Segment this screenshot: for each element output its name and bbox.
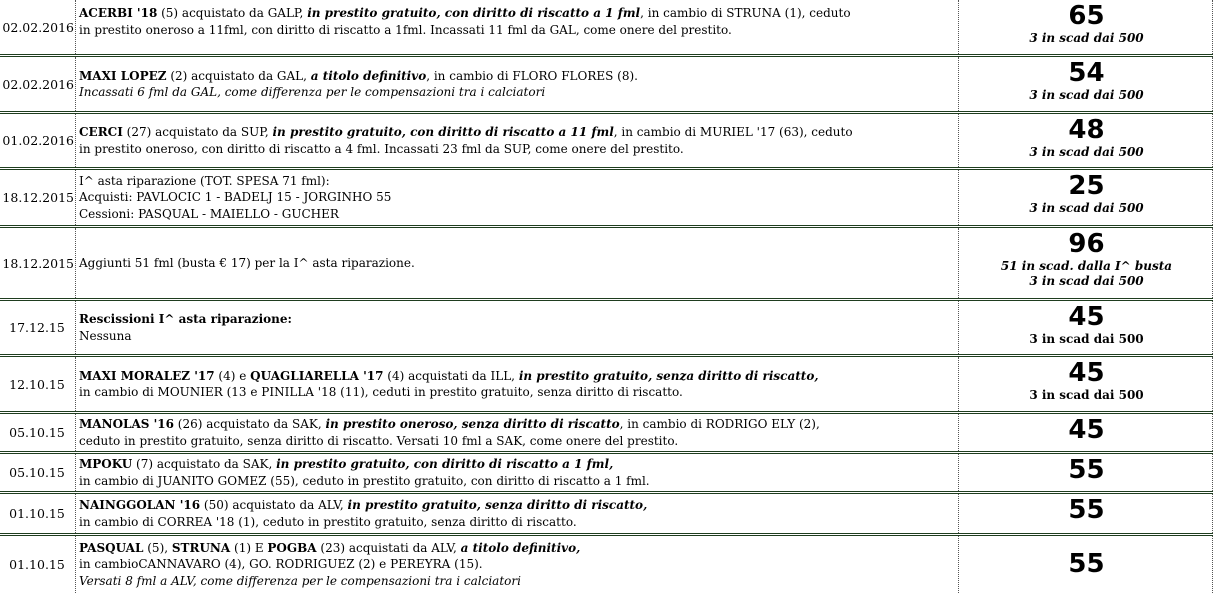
credit-balance-cell [960,228,1213,298]
transaction-row [0,414,1213,454]
expiry-note: 3 in scad dai 500 [1029,388,1144,402]
column-divider [958,536,959,593]
credit-balance-cell [960,414,1213,451]
expiry-note: 3 in scad dai 500 [1029,88,1144,102]
transaction-description: MANOLAS '16 (26) acquistato da SAK, in prestito oneroso, senza diritto di riscatto, in cambio di RODRIGO ELY (2), ceduto in prestito gratuito, senza diritto di riscatto. Versati 10 fml a SAK, come onere del prestito. [79,417,820,448]
transaction-date: 02.02.2016 [0,57,76,111]
expiry-note: 3 in scad dai 500 [1029,31,1144,45]
transaction-row [0,114,1213,170]
transfer-terms: a titolo definitivo [310,68,427,83]
transaction-description: ACERBI '18 (5) acquistato da GALP, in prestito gratuito, con diritto di riscatto a 1 fml, in cambio di STRUNA (1), ceduto in prestito oneroso a 11fml, con diritto di riscatto a 1fml. Incassati 11 fml da GAL, come onere del prestito. [79,6,851,37]
credit-balance: 55 [1068,549,1105,579]
expiry-note: 3 in scad dai 500 [1029,332,1144,346]
credit-balance-cell [960,0,1213,54]
player-name: MAXI MORALEZ '17 [79,368,215,383]
transaction-description: MAXI MORALEZ '17 (4) e QUAGLIARELLA '17 (4) acquistati da ILL, in prestito gratuito, senza diritto di riscatto, in cambio di MOUNIER (13 e PINILLA '18 (11), ceduti in prestito gratuito, senza diritto di riscatto. [79,368,819,399]
loan-terms: in prestito gratuito, senza diritto di riscatto [518,368,815,383]
loan-terms: in prestito gratuito, senza diritto di riscatto [347,498,644,512]
column-divider [958,57,959,111]
expiry-note: 51 in scad. dalla I^ busta [1000,259,1173,273]
column-divider [958,170,959,225]
loan-terms: in prestito gratuito, con diritto di riscatto a 1 fml [276,457,610,471]
transaction-row [0,57,1213,114]
transaction-row [0,494,1213,536]
transaction-date: 18.12.2015 [0,228,76,298]
credit-balance: 55 [1068,455,1105,485]
transaction-row [0,454,1213,494]
credit-balance-cell [960,301,1213,354]
player-name: MAXI LOPEZ [79,68,167,83]
credit-balance: 54 [1068,58,1105,88]
player-name: MPOKU [79,457,133,471]
player-name: POGBA [267,540,317,555]
transaction-row [0,301,1213,357]
transaction-date: 01.02.2016 [0,114,76,167]
credit-balance: 65 [1068,1,1105,31]
credit-balance-cell [960,114,1213,167]
credit-balance: 96 [1068,229,1105,259]
loan-terms: in prestito gratuito, con diritto di riscatto a 1 fml [307,6,641,20]
transaction-row [0,228,1213,301]
transaction-date: 17.12.15 [0,301,76,354]
transaction-description: Aggiunti 51 fml (busta € 17) per la I^ asta riparazione. [79,255,415,270]
transaction-description: NAINGGOLAN '16 (50) acquistato da ALV, in prestito gratuito, senza diritto di riscatto, in cambio di CORREA '18 (1), ceduto in prestito gratuito, senza diritto di riscatto. [79,498,648,529]
credit-balance-cell [960,494,1213,533]
transaction-description: MAXI LOPEZ (2) acquistato da GAL, a titolo definitivo, in cambio di FLORO FLORES (8). Incassati 6 fml da GAL, come differenza per le compensazioni tra i calciatori [79,68,638,99]
player-name: PASQUAL [79,540,144,555]
transaction-row [0,357,1213,414]
loan-terms: in prestito oneroso, senza diritto di riscatto [325,417,620,431]
column-divider [958,0,959,54]
player-name: CERCI [79,125,123,139]
transaction-date: 02.02.2016 [0,0,76,54]
credit-balance-cell [960,57,1213,111]
transaction-row [0,170,1213,228]
transaction-date: 05.10.15 [0,414,76,451]
transaction-description: PASQUAL (5), STRUNA (1) E POGBA (23) acquistati da ALV, a titolo definitivo, in cambioCANNAVARO (4), GO. RODRIGUEZ (2) e PEREYRA (15). Versati 8 fml a ALV, come differenza per le compensazioni tra i calciatori [79,540,581,588]
transaction-date: 12.10.15 [0,357,76,411]
column-divider [958,114,959,167]
transaction-row [0,536,1213,593]
player-name: STRUNA [171,540,231,555]
transaction-row [0,0,1213,57]
column-divider [958,454,959,491]
credit-balance: 45 [1068,415,1105,445]
transaction-date: 01.10.15 [0,536,76,593]
credit-balance-cell [960,170,1213,225]
credit-balance: 55 [1068,495,1105,525]
credit-balance: 45 [1068,358,1105,388]
transaction-description: MPOKU (7) acquistato da SAK, in prestito gratuito, con diritto di riscatto a 1 fml, in cambio di JUANITO GOMEZ (55), ceduto in prestito gratuito, con diritto di riscatto a 1 fml. [79,457,650,488]
transaction-description: CERCI (27) acquistato da SUP, in prestito gratuito, con diritto di riscatto a 11 fml, in cambio di MURIEL '17 (63), ceduto in prestito oneroso, con diritto di riscatto a 4 fml. Incassati 23 fml da SUP, come onere del prestito. [79,125,853,156]
credit-balance-cell [960,357,1213,411]
column-divider [958,301,959,354]
column-divider [958,494,959,533]
transaction-description: Rescissioni I^ asta riparazione: Nessuna [79,312,292,343]
credit-balance: 48 [1068,115,1105,145]
section-heading: Rescissioni I^ asta riparazione: [79,312,292,326]
loan-terms: in prestito gratuito, con diritto di riscatto a 11 fml [272,125,614,139]
player-name: ACERBI '18 [79,6,158,20]
credit-balance: 25 [1068,171,1105,201]
credit-balance-cell [960,536,1213,593]
expiry-note: 3 in scad dai 500 [1029,274,1144,288]
player-name: QUAGLIARELLA '17 [250,368,384,383]
expiry-note: 3 in scad dai 500 [1029,145,1144,159]
credit-balance: 45 [1068,302,1105,332]
transaction-date: 05.10.15 [0,454,76,491]
transaction-date: 18.12.2015 [0,170,76,225]
column-divider [958,228,959,298]
player-name: MANOLAS '16 [79,417,174,431]
credit-balance-cell [960,454,1213,491]
column-divider [958,357,959,411]
column-divider [958,414,959,451]
transaction-date: 01.10.15 [0,494,76,533]
player-name: NAINGGOLAN '16 [79,498,201,512]
transaction-description: I^ asta riparazione (TOT. SPESA 71 fml): Acquisti: PAVLOCIC 1 - BADELJ 15 - JORGINHO 55 Cessioni: PASQUAL - MAIELLO - GUCHER [79,173,392,221]
expiry-note: 3 in scad dai 500 [1029,201,1144,215]
transfer-terms: a titolo definitivo [460,540,577,555]
